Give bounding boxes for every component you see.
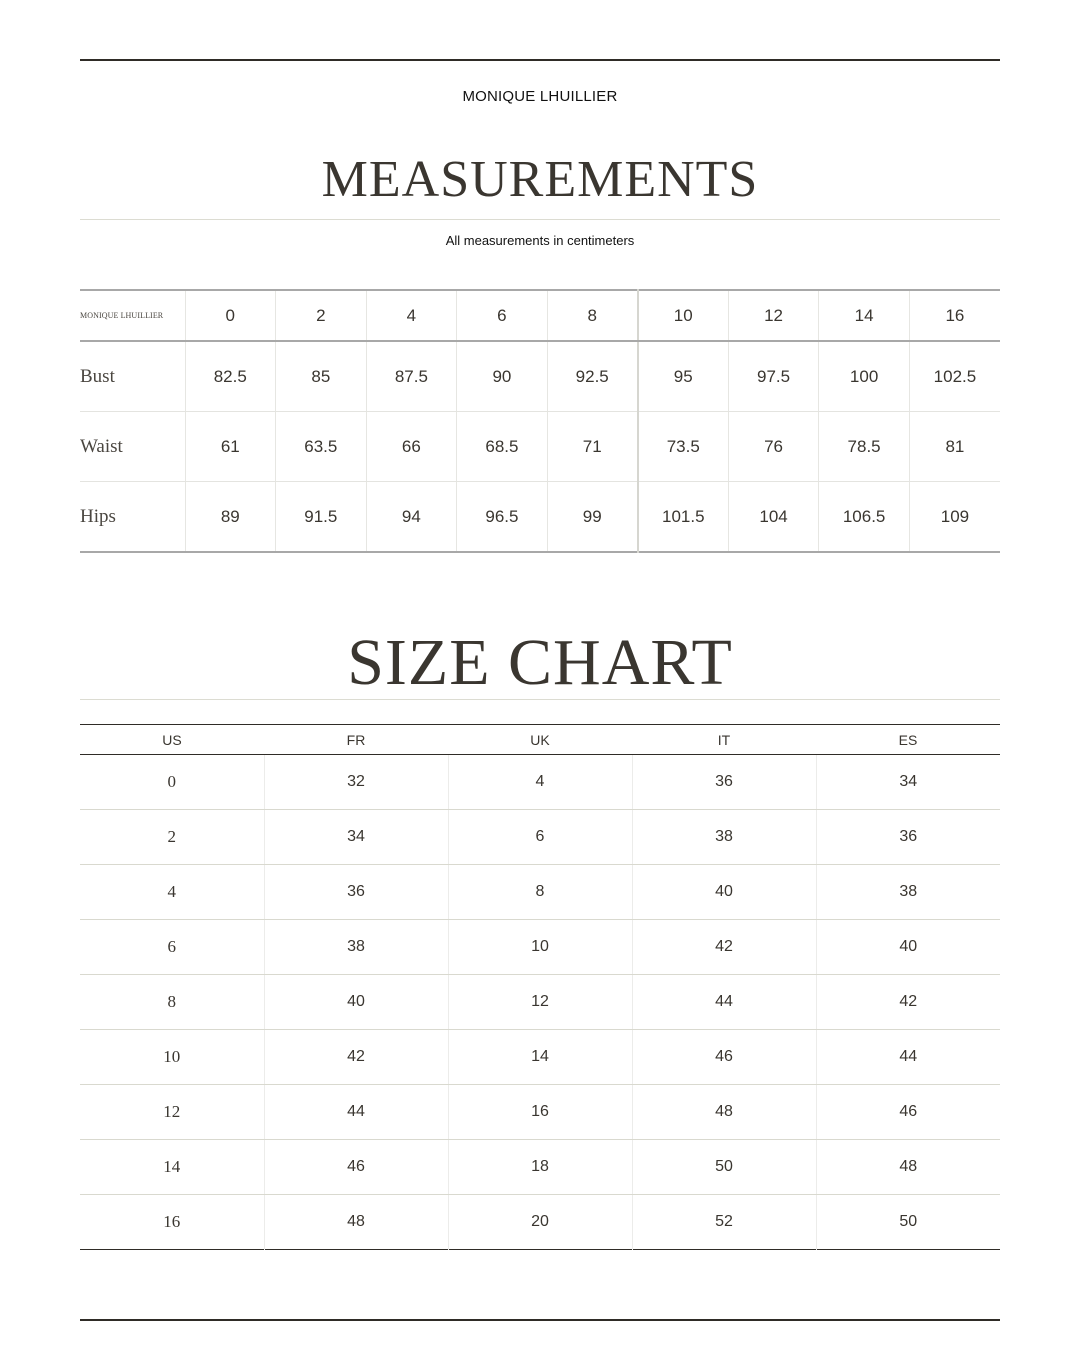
size-header: 8	[547, 290, 638, 341]
table-cell: 36	[816, 810, 1000, 865]
table-cell: 52	[632, 1195, 816, 1250]
size-chart-title: SIZE CHART	[347, 626, 733, 699]
row-label: Hips	[80, 505, 116, 527]
table-row	[80, 920, 1000, 975]
table-cell: 42	[816, 975, 1000, 1030]
table-cell: 16	[163, 1212, 181, 1231]
size-chart-title-underline	[80, 699, 1000, 700]
table-cell: 12	[448, 975, 632, 1030]
table-cell: 97.5	[728, 341, 819, 412]
row-label: Waist	[80, 412, 185, 482]
table-cell: 90	[457, 341, 548, 412]
table-cell: 50	[816, 1195, 1000, 1250]
table-cell: 99	[547, 482, 638, 553]
table-cell: 6	[448, 810, 632, 865]
table-cell: 76	[728, 412, 819, 482]
table-cell: 87.5	[366, 341, 457, 412]
table-cell: 2	[80, 810, 264, 865]
measurements-table	[80, 289, 1000, 553]
table-cell: 66	[366, 412, 457, 482]
size-header: 10	[638, 290, 729, 341]
table-cell: 14	[448, 1030, 632, 1085]
brand-name: MONIQUE LHUILLIER	[462, 88, 618, 105]
table-cell: 50	[632, 1140, 816, 1195]
table-cell: 16	[448, 1085, 632, 1140]
column-header-es: ES	[816, 725, 1000, 755]
table-row	[80, 975, 1000, 1030]
size-header: 0	[185, 290, 276, 341]
table-cell: 6	[80, 920, 264, 975]
size-header: 14	[819, 290, 910, 341]
table-cell: 40	[632, 865, 816, 920]
table-cell: 92.5	[547, 341, 638, 412]
table-row	[80, 755, 1000, 810]
table-cell: 44	[632, 975, 816, 1030]
table-cell: 89	[185, 482, 276, 553]
table-cell: 46	[264, 1140, 448, 1195]
units-note: All measurements in centimeters	[445, 233, 635, 248]
table-cell: 40	[816, 920, 1000, 975]
size-header: 6	[457, 290, 548, 341]
column-header-uk: UK	[448, 725, 632, 755]
size-chart-header-row	[80, 725, 1000, 755]
measurements-corner-label: MONIQUE LHUILLIER	[80, 290, 185, 341]
size-header: 16	[909, 290, 1000, 341]
table-cell: 42	[264, 1030, 448, 1085]
table-cell: 68.5	[457, 412, 548, 482]
table-cell: 95	[638, 341, 729, 412]
table-cell: 34	[816, 755, 1000, 810]
table-cell: 61	[185, 412, 276, 482]
table-cell: 82.5	[185, 341, 276, 412]
column-header-fr: FR	[264, 725, 448, 755]
table-cell: 42	[632, 920, 816, 975]
table-cell: 36	[264, 865, 448, 920]
table-cell: 48	[632, 1085, 816, 1140]
table-cell: 10	[448, 920, 632, 975]
table-row	[80, 1195, 1000, 1250]
table-row	[80, 1030, 1000, 1085]
table-cell: 0	[80, 755, 264, 810]
table-cell: 63.5	[276, 412, 367, 482]
table-cell: 94	[366, 482, 457, 553]
table-cell: 14	[80, 1140, 264, 1195]
table-cell: 46	[816, 1085, 1000, 1140]
measurements-title-underline	[80, 219, 1000, 220]
table-cell: 46	[632, 1030, 816, 1085]
table-cell: 96.5	[457, 482, 548, 553]
table-cell: 44	[264, 1085, 448, 1140]
table-cell: 91.5	[276, 482, 367, 553]
table-row	[80, 1085, 1000, 1140]
table-cell: 109	[909, 482, 1000, 553]
table-cell: 36	[632, 755, 816, 810]
top-divider	[80, 59, 1000, 61]
table-cell: 38	[264, 920, 448, 975]
table-cell: 10	[80, 1030, 264, 1085]
measurements-row-waist	[80, 412, 1000, 482]
table-cell: 8	[80, 975, 264, 1030]
table-cell: 81	[909, 412, 1000, 482]
column-header-us: US	[80, 725, 264, 755]
measurements-row-bust	[80, 341, 1000, 412]
table-cell: 48	[816, 1140, 1000, 1195]
measurements-row-hips	[80, 482, 1000, 553]
column-header-it: IT	[632, 725, 816, 755]
row-label: Bust	[80, 341, 185, 412]
table-cell: 18	[448, 1140, 632, 1195]
table-cell: 71	[547, 412, 638, 482]
table-row	[80, 1140, 1000, 1195]
bottom-divider	[80, 1319, 1000, 1321]
table-cell: 106.5	[819, 482, 910, 553]
table-cell: 34	[264, 810, 448, 865]
size-chart-table	[80, 724, 1000, 1250]
size-header: 12	[728, 290, 819, 341]
table-cell: 20	[448, 1195, 632, 1250]
table-cell: 12	[80, 1085, 264, 1140]
table-cell: 100	[819, 341, 910, 412]
table-cell: 8	[448, 865, 632, 920]
table-cell: 40	[264, 975, 448, 1030]
table-cell: 85	[276, 341, 367, 412]
table-cell: 38	[816, 865, 1000, 920]
table-cell: 101.5	[638, 482, 729, 553]
size-header: 2	[276, 290, 367, 341]
table-cell: 48	[264, 1195, 448, 1250]
table-cell: 44	[816, 1030, 1000, 1085]
table-row	[80, 810, 1000, 865]
measurements-header-row	[80, 290, 1000, 341]
table-cell: 73.5	[638, 412, 729, 482]
table-cell: 104	[728, 482, 819, 553]
table-cell: 32	[264, 755, 448, 810]
size-header: 4	[366, 290, 457, 341]
table-cell: 102.5	[909, 341, 1000, 412]
table-cell: 4	[448, 755, 632, 810]
table-cell: 78.5	[819, 412, 910, 482]
measurements-title: MEASUREMENTS	[321, 151, 759, 208]
table-cell: 4	[80, 865, 264, 920]
table-row	[80, 865, 1000, 920]
table-cell: 38	[632, 810, 816, 865]
